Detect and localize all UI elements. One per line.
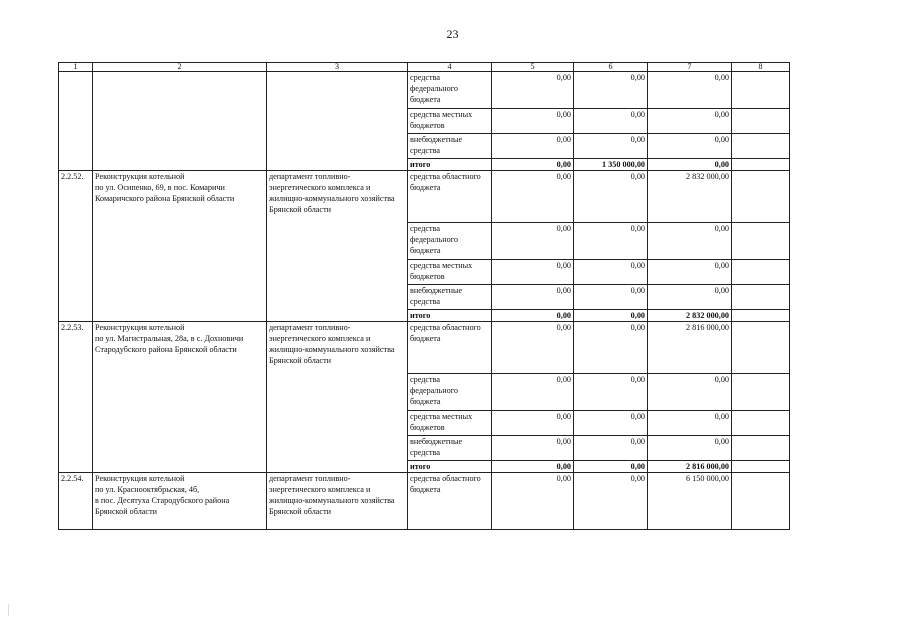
funding-source: средства областного бюджета — [408, 473, 492, 530]
value-col8 — [732, 310, 790, 322]
funding-source: внебюджетные средства — [408, 436, 492, 461]
value-col5: 0,00 — [492, 134, 574, 159]
table-row — [59, 171, 790, 223]
value-col6: 0,00 — [574, 310, 648, 322]
column-header: 5 — [492, 63, 574, 72]
value-col7: 2 816 000,00 — [648, 461, 732, 473]
value-col8 — [732, 436, 790, 461]
item-number-cell: 2.2.53. — [59, 322, 93, 473]
value-col5: 0,00 — [492, 72, 574, 109]
value-col6: 1 350 000,00 — [574, 159, 648, 171]
value-col6: 0,00 — [574, 322, 648, 374]
column-header: 3 — [267, 63, 408, 72]
value-col8 — [732, 322, 790, 374]
item-name-cell: Реконструкция котельной по ул. Осипенко, 69, в пос. Комаричи Комаричского района Брянской области — [93, 171, 267, 322]
funding-source: итого — [408, 310, 492, 322]
value-col7: 0,00 — [648, 411, 732, 436]
value-col6: 0,00 — [574, 223, 648, 260]
funding-source: итого — [408, 461, 492, 473]
value-col7: 0,00 — [648, 223, 732, 260]
column-header: 1 — [59, 63, 93, 72]
value-col6: 0,00 — [574, 171, 648, 223]
value-col8 — [732, 109, 790, 134]
table-row — [59, 72, 790, 109]
column-header: 2 — [93, 63, 267, 72]
value-col5: 0,00 — [492, 171, 574, 223]
item-name-cell: Реконструкция котельной по ул. Краснооктябрьская, 4б, в пос. Десятуха Стародубского района Брянской области — [93, 473, 267, 530]
value-col6: 0,00 — [574, 411, 648, 436]
item-name-cell — [93, 72, 267, 171]
value-col7: 0,00 — [648, 374, 732, 411]
item-number-cell: 2.2.54. — [59, 473, 93, 530]
value-col6: 0,00 — [574, 285, 648, 310]
column-header: 4 — [408, 63, 492, 72]
value-col7: 2 832 000,00 — [648, 171, 732, 223]
value-col5: 0,00 — [492, 473, 574, 530]
value-col7: 0,00 — [648, 134, 732, 159]
funding-source: средства областного бюджета — [408, 171, 492, 223]
column-header: 7 — [648, 63, 732, 72]
funding-source: средства областного бюджета — [408, 322, 492, 374]
value-col5: 0,00 — [492, 310, 574, 322]
value-col8 — [732, 171, 790, 223]
value-col6: 0,00 — [574, 260, 648, 285]
value-col8 — [732, 72, 790, 109]
value-col8 — [732, 461, 790, 473]
value-col5: 0,00 — [492, 260, 574, 285]
value-col8 — [732, 411, 790, 436]
value-col6: 0,00 — [574, 461, 648, 473]
funding-source: итого — [408, 159, 492, 171]
value-col8 — [732, 134, 790, 159]
value-col7: 0,00 — [648, 72, 732, 109]
funding-source: внебюджетные средства — [408, 134, 492, 159]
value-col8 — [732, 473, 790, 530]
value-col6: 0,00 — [574, 436, 648, 461]
item-number-cell: 2.2.52. — [59, 171, 93, 322]
value-col8 — [732, 223, 790, 260]
funding-source: средства местных бюджетов — [408, 260, 492, 285]
funding-source: средства местных бюджетов — [408, 109, 492, 134]
value-col5: 0,00 — [492, 436, 574, 461]
executor-cell — [267, 72, 408, 171]
value-col6: 0,00 — [574, 473, 648, 530]
column-number-row — [59, 63, 790, 72]
value-col6: 0,00 — [574, 72, 648, 109]
item-name-cell: Реконструкция котельной по ул. Магистральная, 28а, в с. Дохновичи Стародубского района Брянской области — [93, 322, 267, 473]
scan-artifact — [8, 604, 9, 616]
value-col8 — [732, 159, 790, 171]
value-col7: 6 150 000,00 — [648, 473, 732, 530]
table-row — [59, 322, 790, 374]
page-number: 23 — [446, 27, 459, 41]
funding-source: средства федерального бюджета — [408, 223, 492, 260]
value-col7: 0,00 — [648, 109, 732, 134]
value-col6: 0,00 — [574, 134, 648, 159]
executor-cell: департамент топливно- энергетического комплекса и жилищно-коммунального хозяйства Брянской области — [267, 473, 408, 530]
value-col5: 0,00 — [492, 461, 574, 473]
value-col7: 0,00 — [648, 159, 732, 171]
funding-source: средства федерального бюджета — [408, 374, 492, 411]
funding-source: средства местных бюджетов — [408, 411, 492, 436]
value-col5: 0,00 — [492, 109, 574, 134]
funding-source: средства федерального бюджета — [408, 72, 492, 109]
column-header: 8 — [732, 63, 790, 72]
value-col6: 0,00 — [574, 109, 648, 134]
value-col5: 0,00 — [492, 223, 574, 260]
column-header: 6 — [574, 63, 648, 72]
value-col5: 0,00 — [492, 285, 574, 310]
value-col7: 0,00 — [648, 285, 732, 310]
executor-cell: департамент топливно- энергетического комплекса и жилищно-коммунального хозяйства Брянской области — [267, 171, 408, 322]
item-number-cell — [59, 72, 93, 171]
value-col5: 0,00 — [492, 374, 574, 411]
value-col7: 0,00 — [648, 436, 732, 461]
table-row — [59, 473, 790, 530]
value-col5: 0,00 — [492, 322, 574, 374]
value-col8 — [732, 260, 790, 285]
executor-cell: департамент топливно- энергетического комплекса и жилищно-коммунального хозяйства Брянской области — [267, 322, 408, 473]
value-col7: 2 832 000,00 — [648, 310, 732, 322]
funding-source: внебюджетные средства — [408, 285, 492, 310]
value-col7: 0,00 — [648, 260, 732, 285]
value-col8 — [732, 374, 790, 411]
value-col5: 0,00 — [492, 411, 574, 436]
value-col7: 2 816 000,00 — [648, 322, 732, 374]
budget-table — [58, 62, 790, 530]
value-col6: 0,00 — [574, 374, 648, 411]
value-col5: 0,00 — [492, 159, 574, 171]
value-col8 — [732, 285, 790, 310]
